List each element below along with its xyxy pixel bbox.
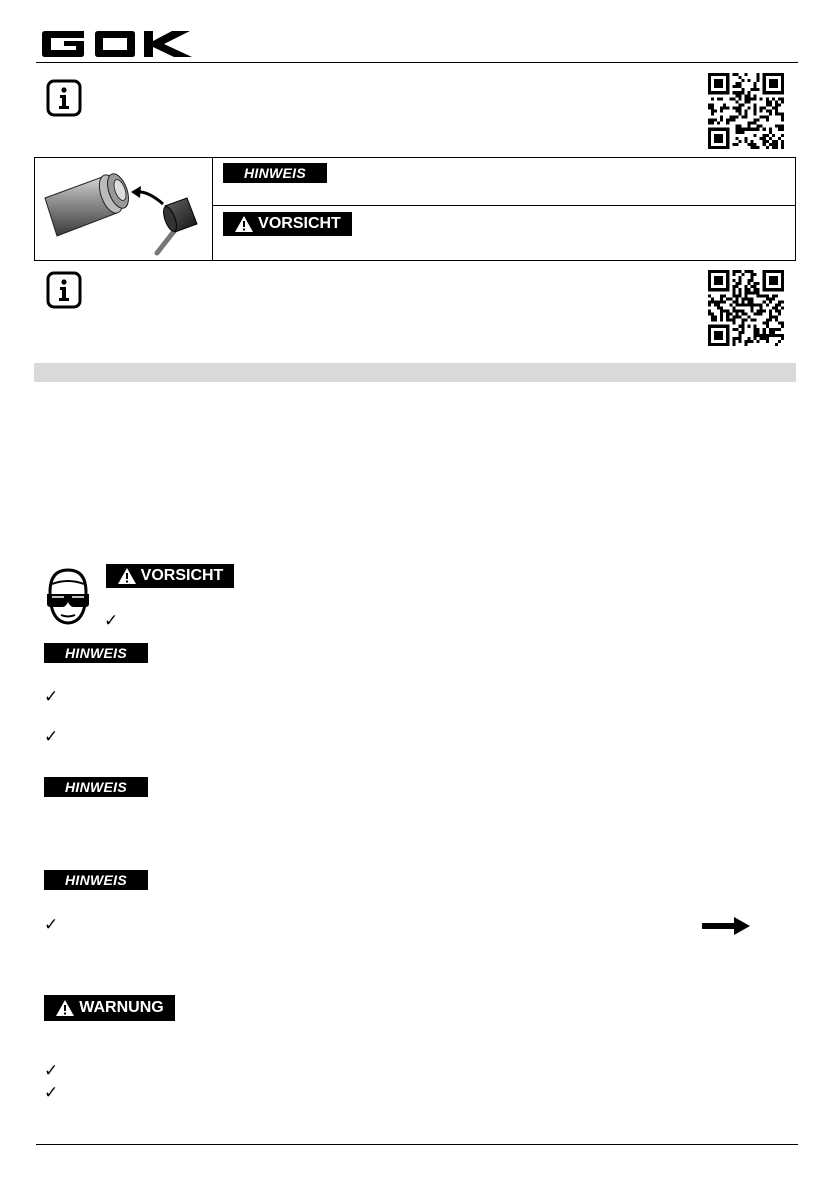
warning-triangle-icon — [117, 567, 137, 585]
pipe-illustration — [45, 171, 133, 236]
arrow-icon — [131, 186, 163, 204]
checkmark-icon: ✓ — [44, 687, 59, 707]
info-icon — [45, 270, 83, 310]
rubber-mallet-illustration — [157, 198, 197, 253]
gok-logo — [40, 30, 195, 58]
hinweis-badge: HINWEIS — [223, 163, 327, 183]
vorsicht-badge: VORSICHT — [223, 212, 352, 236]
hinweis-badge: HINWEIS — [44, 870, 148, 890]
qr-code-icon[interactable] — [708, 270, 784, 346]
info-icon — [45, 78, 83, 118]
figure-row-divider — [212, 205, 796, 206]
checkmark-icon: ✓ — [44, 1061, 59, 1081]
checkmark-icon: ✓ — [44, 727, 59, 747]
vorsicht-badge: VORSICHT — [106, 564, 234, 588]
checkmark-icon: ✓ — [44, 1083, 59, 1103]
section-heading-bar — [34, 363, 796, 382]
hinweis-badge: HINWEIS — [44, 643, 148, 663]
figure-table — [34, 157, 796, 261]
warnung-badge: WARNUNG — [44, 995, 175, 1021]
hinweis-badge: HINWEIS — [44, 777, 148, 797]
figure-image-cell — [35, 158, 213, 260]
warning-triangle-icon — [234, 215, 254, 233]
qr-code-icon[interactable] — [708, 73, 784, 149]
safety-goggles-person-icon — [44, 566, 92, 626]
checkmark-icon: ✓ — [44, 915, 59, 935]
arrow-right-icon — [700, 915, 752, 937]
warning-triangle-icon — [55, 999, 75, 1017]
footer-rule — [36, 1144, 798, 1145]
header-rule — [36, 62, 798, 63]
checkmark-icon: ✓ — [104, 611, 119, 631]
